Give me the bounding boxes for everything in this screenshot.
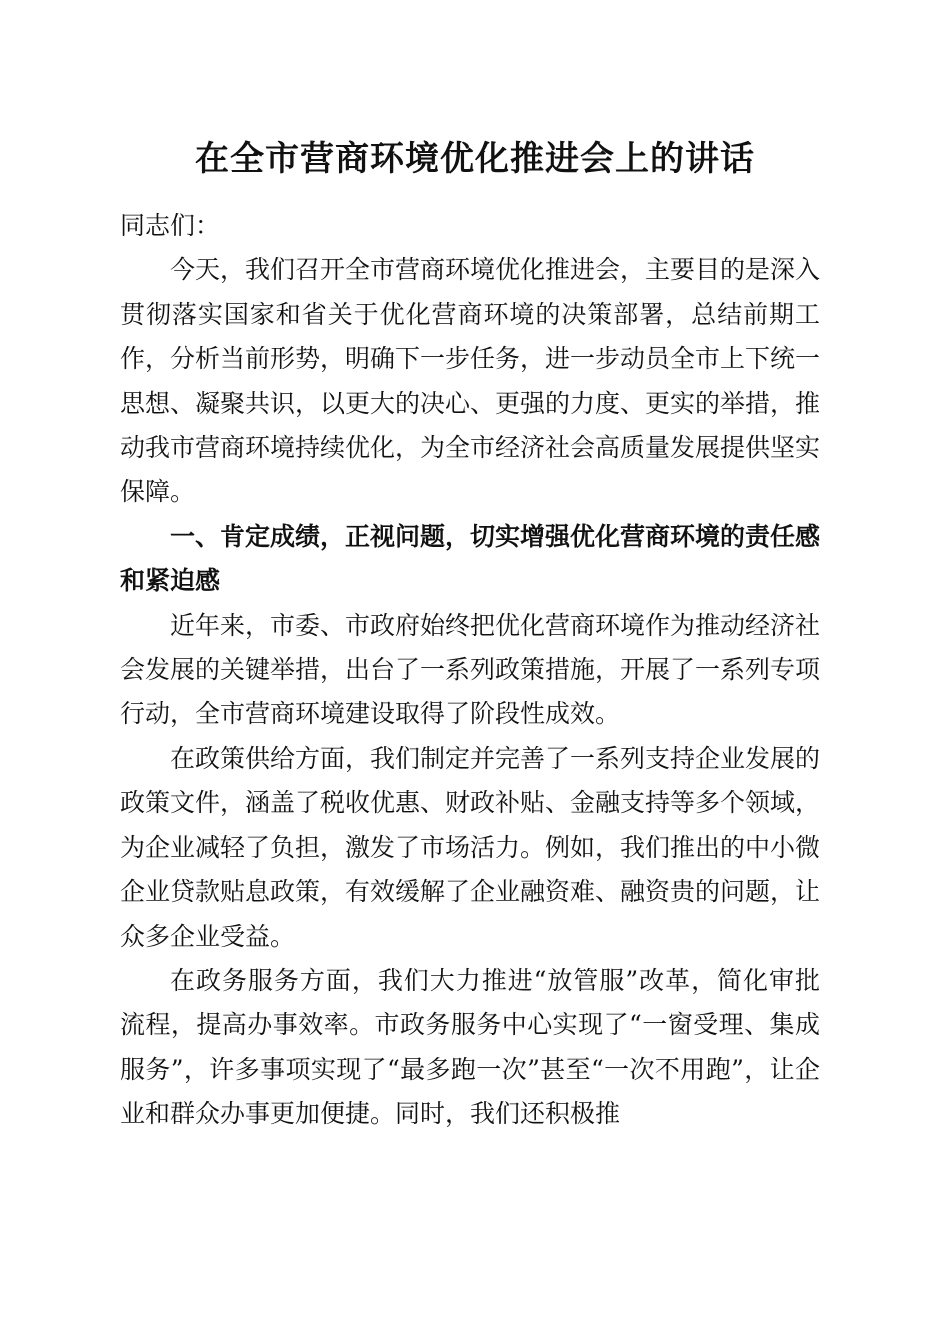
- document-title: 在全市营商环境优化推进会上的讲话: [195, 139, 755, 179]
- intro-paragraph: 今天，我们召开全市营商环境优化推进会，主要目的是深入贯彻落实国家和省关于优化营商环境的决策部署，总结前期工作，分析当前形势，明确下一步任务，进一步动员全市上下统一思想、凝聚共识，以更大的决心、更强的力度、更实的举措，推动我市营商环境持续优化，为全市经济社会高质量发展提供坚实保障。: [120, 255, 821, 507]
- salutation: 同志们：: [120, 211, 221, 240]
- body-paragraph: 在政务服务方面，我们大力推进“放管服”改革，简化审批流程，提高办事效率。市政务服务中心实现了“一窗受理、集成服务”，许多事项实现了“最多跑一次”甚至“一次不用跑”，让企业和群众办事更加便捷。同时，我们还积极推: [120, 965, 820, 1129]
- document-body: [120, 204, 820, 1137]
- body-paragraph: 在政策供给方面，我们制定并完善了一系列支持企业发展的政策文件，涵盖了税收优惠、财政补贴、金融支持等多个领域，为企业减轻了负担，激发了市场活力。例如，我们推出的中小微企业贷款贴息政策，有效缓解了企业融资难、融资贵的问题，让众多企业受益。: [120, 743, 821, 951]
- body-paragraph: 近年来，市委、市政府始终把优化营商环境作为推动经济社会发展的关键举措，出台了一系列政策措施，开展了一系列专项行动，全市营商环境建设取得了阶段性成效。: [120, 610, 821, 729]
- section-heading: 一、肯定成绩，正视问题，切实增强优化营商环境的责任感和紧迫感: [120, 521, 821, 596]
